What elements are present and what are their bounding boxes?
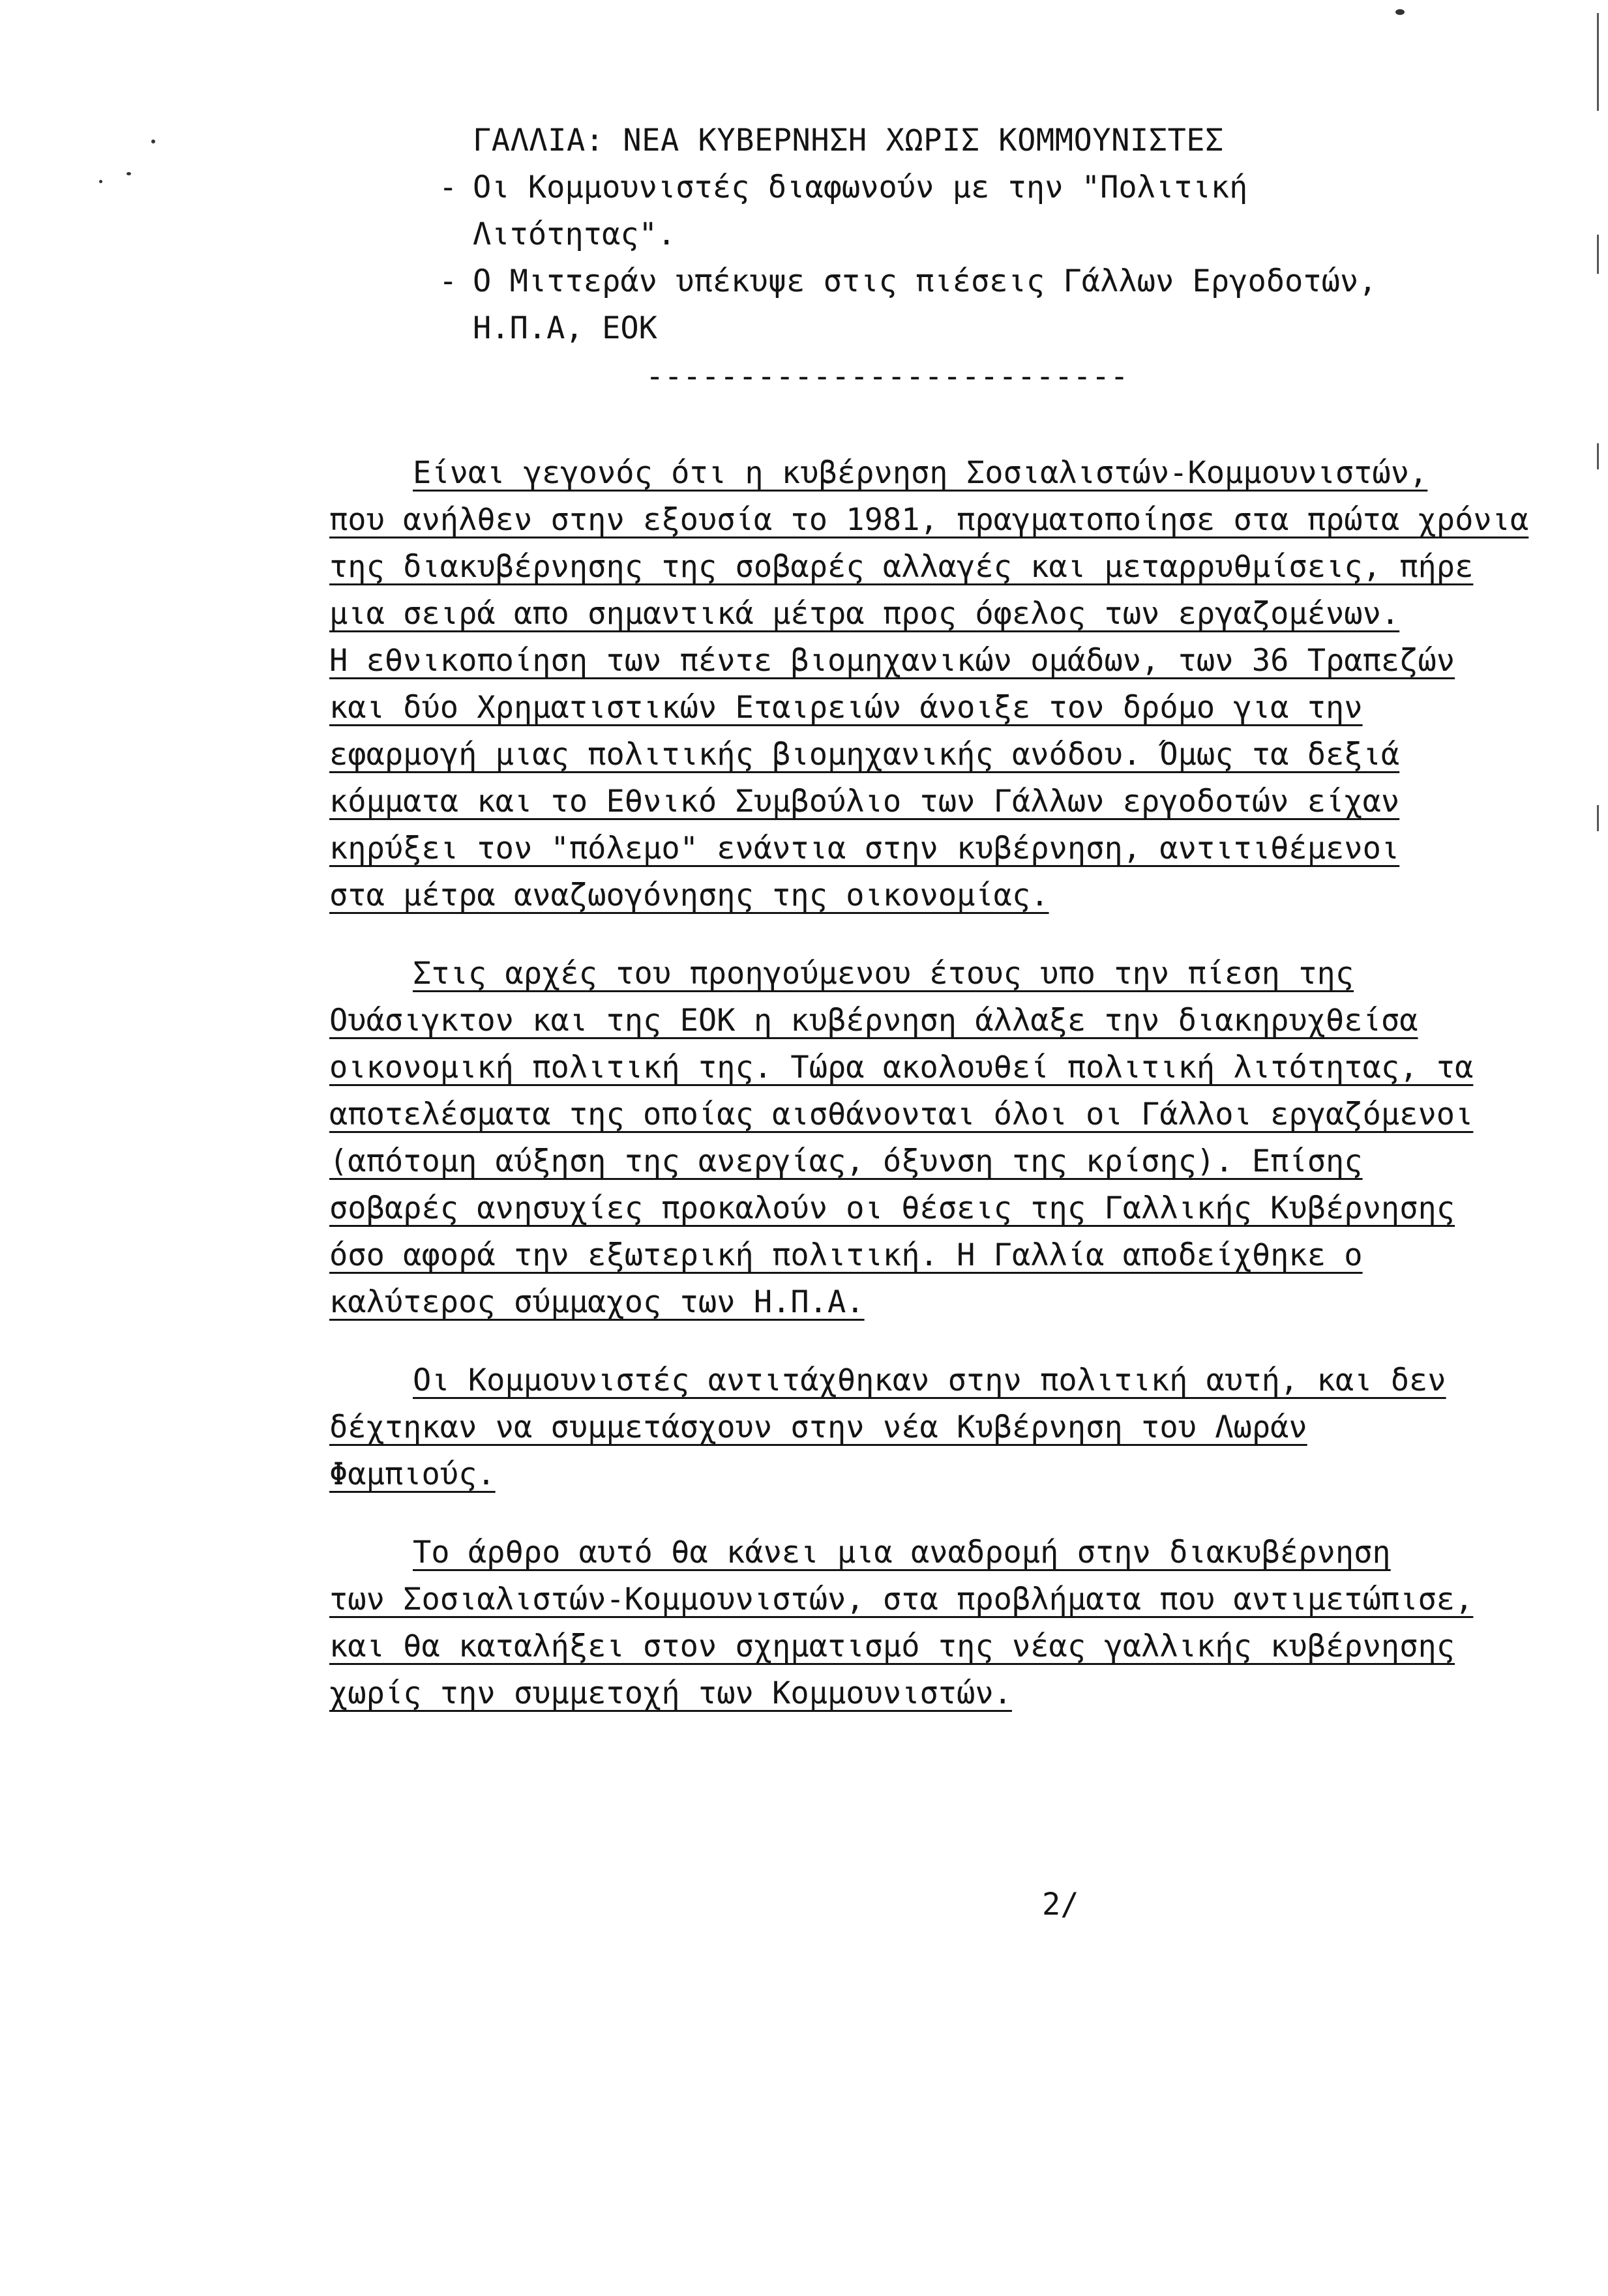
paragraph-line: σοβαρές ανησυχίες προκαλούν οι θέσεις της Γαλλικής Κυβέρνησης [329, 1190, 1455, 1226]
subtitle-2-dash: - [439, 263, 458, 299]
paragraph-line: που ανήλθεν στην εξουσία το 1981, πραγματοποίησε στα πρώτα χρόνια [329, 502, 1529, 538]
scan-edge-mark [1597, 805, 1599, 831]
paragraph-line: Το άρθρο αυτό θα κάνει μια αναδρομή στην διακυβέρνηση [413, 1535, 1391, 1570]
article-body [329, 450, 1568, 1748]
paragraph-line: Στις αρχές του προηγούμενου έτους υπο την πίεση της [413, 956, 1354, 992]
subtitle-1-text: Οι Κομμουνιστές διαφωνούν με την "Πολιτική [473, 169, 1248, 205]
paragraph-line: και θα καταλήξει στον σχηματισμό της νέας γαλλικής κυβέρνησης [329, 1628, 1455, 1664]
header-separator: -------------------------- [646, 359, 1129, 394]
subtitle-1-line-1 [439, 164, 1490, 211]
scan-edge-mark [1597, 443, 1599, 469]
scan-speck [127, 172, 131, 175]
subtitle-2-line-1 [439, 258, 1490, 305]
paragraph-line: οικονομική πολιτική της. Τώρα ακολουθεί πολιτική λιτότητας, τα [329, 1050, 1474, 1085]
paragraph-line: της διακυβέρνησης της σοβαρές αλλαγές και μεταρρυθμίσεις, πήρε [329, 549, 1474, 585]
paragraph-3 [329, 1357, 1568, 1498]
paragraph-2 [329, 950, 1568, 1326]
paragraph-line: Φαμπιούς. [329, 1456, 496, 1492]
paragraph-line: Η εθνικοποίηση των πέντε βιομηχανικών ομάδων, των 36 Τραπεζών [329, 643, 1455, 679]
subtitle-2-line-2: Η.Π.Α, ΕΟΚ [473, 310, 657, 346]
paragraph-line: στα μέτρα αναζωογόνησης της οικονομίας. [329, 877, 1049, 913]
paragraph-line: χωρίς την συμμετοχή των Κομμουνιστών. [329, 1675, 1012, 1711]
paragraph-line: όσο αφορά την εξωτερική πολιτική. Η Γαλλία αποδείχθηκε ο [329, 1237, 1363, 1273]
paragraph-line: των Σοσιαλιστών-Κομμουνιστών, στα προβλήματα που αντιμετώπισε, [329, 1582, 1474, 1617]
page-number: 2/ [1042, 1887, 1079, 1922]
paragraph-line: Οι Κομμουνιστές αντιτάχθηκαν στην πολιτική αυτή, και δεν [413, 1362, 1446, 1398]
paragraph-line: κηρύξει τον "πόλεμο" ενάντια στην κυβέρνηση, αντιτιθέμενοι [329, 831, 1400, 866]
scan-speck [99, 180, 102, 183]
subtitle-2-text: Ο Μιττεράν υπέκυψε στις πιέσεις Γάλλων Εργοδοτών, [473, 263, 1377, 299]
paragraph-line: κόμματα και το Εθνικό Συμβούλιο των Γάλλων εργοδοτών είχαν [329, 784, 1400, 819]
subtitle-1-dash: - [439, 169, 458, 205]
paragraph-line: αποτελέσματα της οποίας αισθάνονται όλοι οι Γάλλοι εργαζόμενοι [329, 1096, 1474, 1132]
paragraph-line: (απότομη αύξηση της ανεργίας, όξυνση της κρίσης). Επίσης [329, 1143, 1363, 1179]
header-block [439, 117, 1490, 352]
document-title: ΓΑΛΛΙΑ: ΝΕΑ ΚΥΒΕΡΝΗΣΗ ΧΩΡΙΣ ΚΟΜΜΟΥΝΙΣΤΕΣ [473, 123, 1224, 158]
scan-edge-mark [1597, 235, 1599, 274]
paragraph-line: και δύο Χρηματιστικών Εταιρειών άνοιξε τον δρόμο για την [329, 690, 1363, 726]
paragraph-line: δέχτηκαν να συμμετάσχουν στην νέα Κυβέρνηση του Λωράν [329, 1409, 1307, 1445]
paragraph-1 [329, 450, 1568, 919]
scan-speck [1395, 9, 1405, 15]
subtitle-1-line-2: Λιτότητας". [473, 216, 676, 252]
scan-edge-mark [1597, 13, 1599, 111]
paragraph-line: καλύτερος σύμμαχος των Η.Π.Α. [329, 1284, 865, 1320]
paragraph-line: εφαρμογή μιας πολιτικής βιομηχανικής ανόδου. Όμως τα δεξιά [329, 737, 1400, 773]
paragraph-line: μια σειρά απο σημαντικά μέτρα προς όφελος των εργαζομένων. [329, 596, 1400, 632]
scan-speck [151, 140, 155, 143]
paragraph-line: Ουάσιγκτον και της ΕΟΚ η κυβέρνηση άλλαξε την διακηρυχθείσα [329, 1003, 1418, 1038]
paragraph-line: Είναι γεγονός ότι η κυβέρνηση Σοσιαλιστών-Κομμουνιστών, [413, 455, 1428, 491]
paragraph-4 [329, 1529, 1568, 1717]
